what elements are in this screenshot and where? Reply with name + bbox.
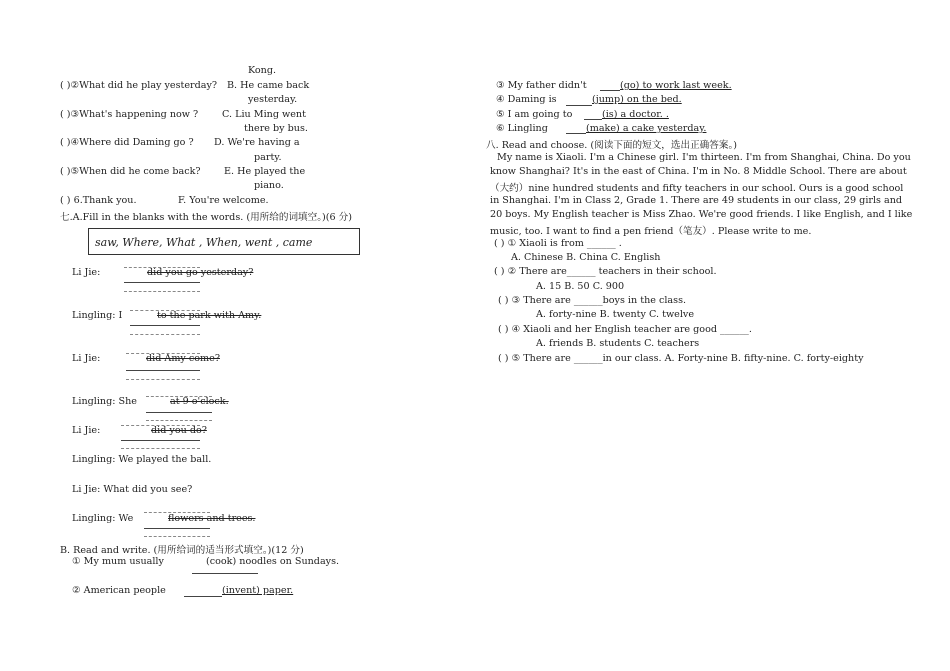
question-fragment: Kong. [248, 65, 277, 76]
blank-line [126, 379, 200, 380]
dialogue-speaker: Lingling: I [72, 310, 123, 321]
match-answer-c-cont: there by bus. [244, 123, 308, 134]
match-answer-b: B. He came back [227, 80, 310, 91]
choice-options-1: A. Chinese B. China C. English [511, 252, 661, 263]
passage-line: in Shanghai. I'm in Class 2, Grade 1. There are 49 students in our class, 29 girls and [490, 195, 903, 206]
blank-line [121, 448, 200, 449]
answer-blank[interactable] [566, 105, 592, 106]
dialogue-speaker: Lingling: She [72, 396, 137, 407]
choice-options-3: A. forty-nine B. twenty C. twelve [536, 309, 695, 320]
match-question-4: ( )④Where did Daming go ? [60, 137, 194, 148]
blank-line [124, 291, 200, 292]
answer-blank[interactable] [146, 412, 212, 413]
answer-blank[interactable] [192, 573, 258, 574]
passage-line: music, too. I want to find a pen friend（笔友）. Please write to me. [490, 226, 812, 237]
dialogue-text: did Amy come? [146, 353, 220, 364]
answer-blank[interactable] [130, 325, 200, 326]
blank-line [146, 420, 212, 421]
choice-question-5: ( ) ⑤ There are ______in our class. A. Forty-nine B. fifty-nine. C. forty-eighty [498, 353, 864, 364]
answer-blank[interactable] [144, 528, 210, 529]
section-b-title: B. Read and write. (用所给词的适当形式填空。)(12 分) [60, 545, 304, 556]
match-answer-e-cont: piano. [254, 180, 284, 191]
blank-line [144, 536, 210, 537]
match-question-3: ( )③What's happening now ? [60, 109, 199, 120]
write-question-3-hint: (go) to work last week. [620, 80, 732, 91]
write-question-6-hint: (make) a cake yesterday. [586, 123, 707, 134]
write-question-5-hint: (is) a doctor. . [602, 109, 669, 120]
match-question-5: ( )⑤When did he come back? [60, 166, 201, 177]
passage-line: My name is Xiaoli. I'm a Chinese girl. I'm thirteen. I'm from Shanghai, China. Do you [497, 152, 911, 163]
write-question-1: ① My mum usually [72, 556, 164, 567]
answer-blank[interactable] [566, 133, 586, 134]
section-7-title: 七.A.Fill in the blanks with the words. (用所给的词填空。)(6 分) [60, 212, 353, 223]
dialogue-line: Li Jie: What did you see? [72, 484, 193, 495]
write-question-2: ② American people [72, 585, 166, 596]
write-question-4-hint: (jump) on the bed. [592, 94, 682, 105]
dialogue-speaker: Li Jie: [72, 267, 101, 278]
dialogue-speaker: Li Jie: [72, 425, 101, 436]
answer-blank[interactable] [124, 282, 200, 283]
dialogue-speaker: Lingling: We [72, 513, 134, 524]
match-answer-d-cont: party. [254, 152, 282, 163]
dialogue-text: did you go yesterday? [147, 267, 254, 278]
match-question-6: ( ) 6.Thank you. [60, 195, 137, 206]
section-8-title: 八. Read and choose. (阅读下面的短文，选出正确答案。) [486, 140, 737, 151]
dialogue-text: at 9 o'clock. [170, 396, 229, 407]
dialogue-text: flowers and trees. [168, 513, 256, 524]
dialogue-line: Lingling: We played the ball. [72, 454, 212, 465]
match-answer-d: D. We're having a [214, 137, 300, 148]
match-answer-b-cont: yesterday. [248, 94, 298, 105]
write-question-1-hint: (cook) noodles on Sundays. [206, 556, 340, 567]
write-question-5: ⑤ I am going to [496, 109, 573, 120]
dialogue-text: did you do? [151, 425, 207, 436]
dialogue-speaker: Li Jie: [72, 353, 101, 364]
answer-blank[interactable] [584, 119, 602, 120]
write-question-2-hint: (invent) paper. [222, 585, 294, 596]
write-question-3: ③ My father didn't [496, 80, 587, 91]
blank-line [130, 334, 200, 335]
passage-line: 20 boys. My English teacher is Miss Zhao. We're good friends. I like English, and I like [490, 209, 913, 220]
match-answer-e: E. He played the [224, 166, 306, 177]
choice-question-2: ( ) ② There are______ teachers in their school. [494, 266, 717, 277]
answer-blank[interactable] [600, 90, 620, 91]
match-answer-f: F. You're welcome. [178, 195, 269, 206]
choice-options-4: A. friends B. students C. teachers [536, 338, 700, 349]
passage-line: （大约）nine hundred students and fifty teachers in our school. Ours is a good school [490, 183, 904, 194]
choice-options-2: A. 15 B. 50 C. 900 [536, 281, 625, 292]
word-bank-box: saw, Where, What , When, went , came [88, 228, 360, 255]
answer-blank[interactable] [184, 596, 222, 597]
answer-blank[interactable] [121, 440, 200, 441]
match-answer-c: C. Liu Ming went [222, 109, 306, 120]
choice-question-1: ( ) ① Xiaoli is from ______ . [494, 238, 622, 249]
choice-question-3: ( ) ③ There are ______boys in the class. [498, 295, 687, 306]
write-question-4: ④ Daming is [496, 94, 557, 105]
match-question-2: ( )②What did he play yesterday? [60, 80, 218, 91]
write-question-6: ⑥ Lingling [496, 123, 548, 134]
dialogue-text: to the park with Amy. [157, 310, 262, 321]
passage-line: know Shanghai? It's in the east of China. I'm in No. 8 Middle School. There are about [490, 166, 907, 177]
choice-question-4: ( ) ④ Xiaoli and her English teacher are good ______. [498, 324, 752, 335]
answer-blank[interactable] [126, 370, 200, 371]
